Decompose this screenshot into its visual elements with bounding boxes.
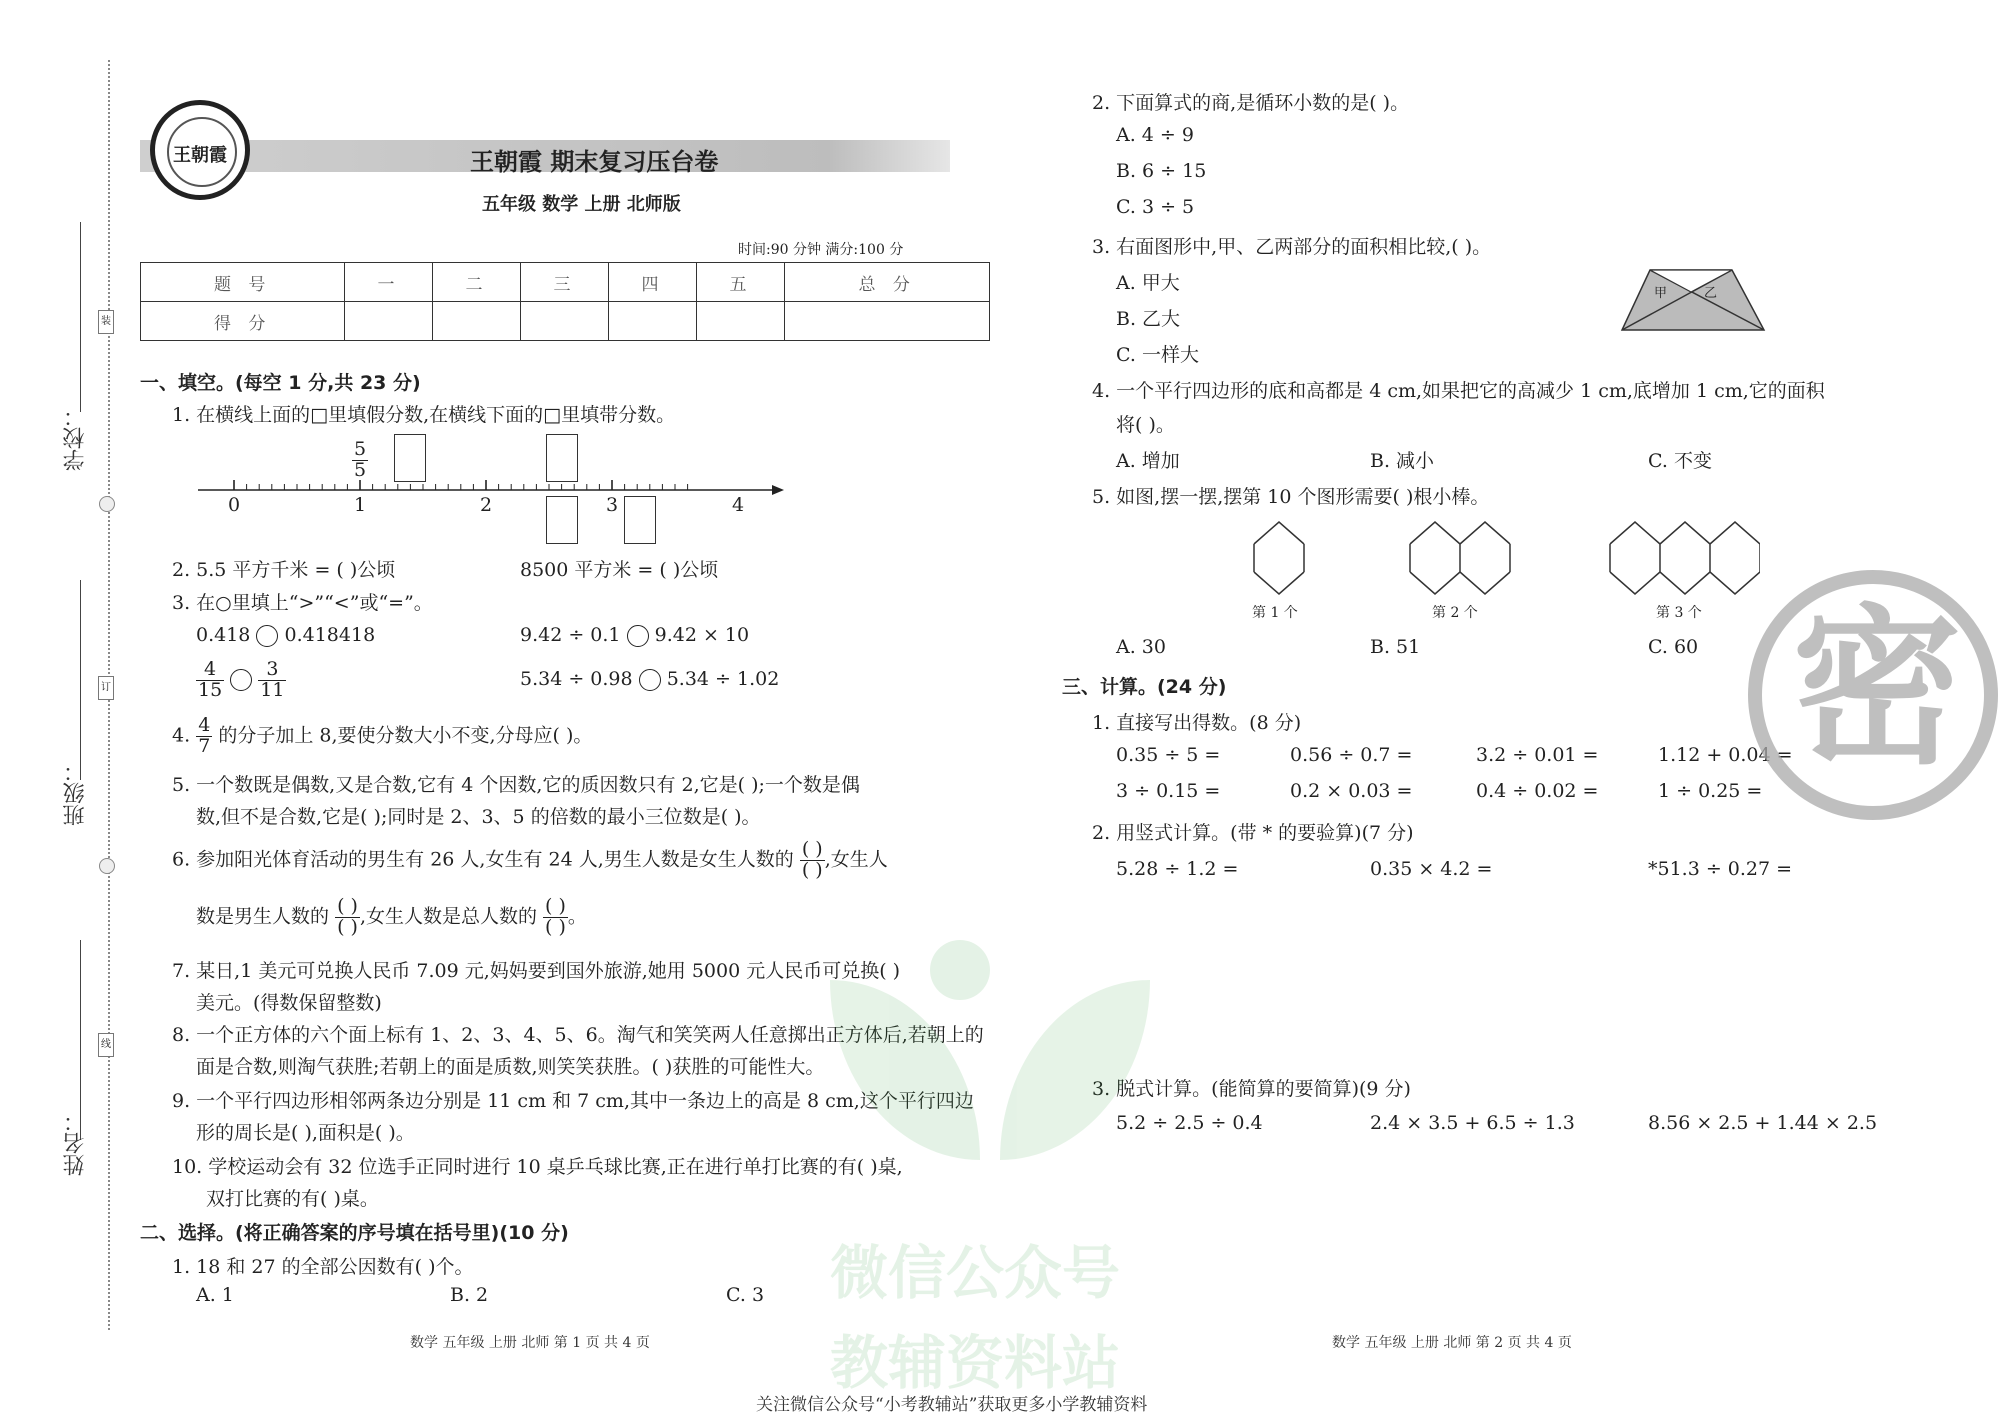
s3-q2: 2. 用竖式计算。(带 * 的要验算)(7 分) — [1092, 822, 1414, 844]
brand-seal-logo — [150, 100, 250, 200]
calc-item: 1 ÷ 0.25 = — [1658, 780, 1763, 802]
watermark-text: 微信公众号 — [830, 1239, 1121, 1307]
improper-fraction-box[interactable] — [546, 434, 578, 482]
s1-q5-line1: 5. 一个数既是偶数,又是合数,它有 4 个因数,它的质因数只有 2,它是( );一个数是偶 — [172, 774, 860, 796]
s2-q4-line2: 将( )。 — [1116, 414, 1175, 436]
s1-q8-line2: 面是合数,则淘气获胜;若朝上的面是质数,则笑笑获胜。( )获胜的可能性大。 — [196, 1056, 825, 1078]
s1-q2b: 8500 平方米 = ( )公顷 — [520, 559, 719, 581]
s1-q3: 3. 在○里填上“>”“<”或“=”。 — [172, 592, 433, 614]
option: B. 2 — [450, 1284, 489, 1306]
tick-label: 2 — [480, 494, 493, 516]
figure-label: 第 3 个 — [1656, 605, 1702, 621]
calc-item: 3.2 ÷ 0.01 = — [1476, 744, 1599, 766]
option: A. 甲大 — [1116, 272, 1180, 294]
calc-item: 0.2 × 0.03 = — [1290, 780, 1413, 802]
s2-q3: 3. 右面图形中,甲、乙两部分的面积相比较,( )。 — [1092, 236, 1492, 258]
school-line — [80, 222, 81, 412]
score-header: 题 号 — [141, 263, 345, 302]
option: C. 一样大 — [1116, 344, 1199, 366]
time-info: 时间:90 分钟 满分:100 分 — [738, 242, 904, 258]
exam-title: 王朝霞 期末复习压台卷 — [470, 148, 719, 176]
score-header: 三 — [521, 263, 609, 302]
calc-item: *51.3 ÷ 0.27 = — [1648, 858, 1793, 880]
s1-q7-line2: 美元。(得数保留整数) — [196, 992, 382, 1014]
option: C. 3 — [726, 1284, 765, 1306]
score-cell[interactable] — [521, 302, 609, 341]
s1-q3a: 0.418 0.418418 — [196, 624, 376, 646]
s1-q10-line1: 10. 学校运动会有 32 位选手正同时进行 10 桌乒乓球比赛,正在进行单打比赛的有( )桌, — [172, 1156, 903, 1178]
s1-q9-line2: 形的周长是( ),面积是( )。 — [196, 1122, 415, 1144]
score-table — [140, 262, 990, 341]
score-cell[interactable] — [609, 302, 697, 341]
school-label: 学校： — [63, 405, 88, 471]
score-cell[interactable] — [433, 302, 521, 341]
option: A. 增加 — [1116, 450, 1180, 472]
calc-item: 0.35 × 4.2 = — [1370, 858, 1493, 880]
calc-item: 0.56 ÷ 0.7 = — [1290, 744, 1413, 766]
class-label: 班级： — [63, 760, 88, 826]
s1-q7-line1: 7. 某日,1 美元可兑换人民币 7.09 元,妈妈要到国外旅游,她用 5000 元人民币可兑换( ) — [172, 960, 901, 982]
s1-q10-line2: 双打比赛的有( )桌。 — [206, 1188, 379, 1210]
score-header: 五 — [697, 263, 785, 302]
s1-q6-line1: 6. 参加阳光体育活动的男生有 26 人,女生有 24 人,男生人数是女生人数的 $\frac{( )}{( )}$ ,女生人 — [172, 838, 888, 881]
tick-label: 0 — [228, 494, 241, 516]
section1-title: 一、填空。(每空 1 分,共 23 分) — [140, 372, 421, 394]
binding-tag: 线 — [98, 1033, 114, 1057]
exam-subtitle: 五年级 数学 上册 北师版 — [482, 194, 681, 215]
score-cell[interactable] — [697, 302, 785, 341]
mixed-number-box[interactable] — [546, 496, 578, 544]
figure-label: 第 1 个 — [1252, 605, 1298, 621]
s2-q2: 2. 下面算式的商,是循环小数的是( )。 — [1092, 92, 1410, 114]
score-row-label: 得 分 — [141, 302, 345, 341]
option: C. 不变 — [1648, 450, 1712, 472]
s2-q4-line1: 4. 一个平行四边形的底和高都是 4 cm,如果把它的高减少 1 cm,底增加 1 cm,它的面积 — [1092, 380, 1825, 402]
s3-q3: 3. 脱式计算。(能简算的要简算)(9 分) — [1092, 1078, 1411, 1100]
confidential-seal: 密 — [1748, 570, 1998, 820]
trapezoid-figure — [1618, 264, 1768, 336]
s3-q1: 1. 直接写出得数。(8 分) — [1092, 712, 1302, 734]
s1-q9-line1: 9. 一个平行四边形相邻两条边分别是 11 cm 和 7 cm,其中一条边上的高是 8 cm,这个平行四边 — [172, 1090, 974, 1112]
score-header: 总 分 — [785, 263, 990, 302]
score-header: 一 — [345, 263, 433, 302]
tick-label: 1 — [354, 494, 367, 516]
tick-label: 3 — [606, 494, 619, 516]
s1-q5-line2: 数,但不是合数,它是( );同时是 2、3、5 的倍数的最小三位数是( )。 — [196, 806, 761, 828]
score-header: 二 — [433, 263, 521, 302]
hexagon-pattern-figure — [1250, 518, 1760, 598]
binding-tag: 装 — [98, 310, 114, 334]
s1-q3d: 5.34 ÷ 0.98 5.34 ÷ 1.02 — [520, 668, 780, 690]
option: A. 30 — [1116, 636, 1166, 658]
compare-circle[interactable] — [230, 669, 252, 691]
option: C. 60 — [1648, 636, 1699, 658]
s1-q4: 4. $\frac{4}{7}$ 的分子加上 8,要使分数大小不变,分母应( )。 — [172, 714, 593, 757]
binding-tag: 订 — [98, 676, 114, 700]
option: B. 减小 — [1370, 450, 1435, 472]
improper-fraction-box[interactable] — [394, 434, 426, 482]
numberline-fraction: $\frac{5}{5}$ — [354, 438, 367, 481]
option: B. 乙大 — [1116, 308, 1181, 330]
page-footer-left: 数学 五年级 上册 北师 第 1 页 共 4 页 — [410, 1335, 650, 1351]
score-cell[interactable] — [345, 302, 433, 341]
calc-item: 5.2 ÷ 2.5 ÷ 0.4 — [1116, 1112, 1263, 1134]
figure-label-yi: 乙 — [1704, 286, 1718, 301]
s2-q1: 1. 18 和 27 的全部公因数有( )个。 — [172, 1256, 474, 1278]
figure-label: 第 2 个 — [1432, 605, 1478, 621]
compare-circle[interactable] — [256, 625, 278, 647]
figure-label-jia: 甲 — [1654, 286, 1668, 301]
binding-hole — [99, 858, 115, 874]
mixed-number-box[interactable] — [624, 496, 656, 544]
calc-item: 0.35 ÷ 5 = — [1116, 744, 1221, 766]
brand-logo-text: 王朝霞 — [173, 145, 227, 166]
s1-q3b: 9.42 ÷ 0.1 9.42 × 10 — [520, 624, 750, 646]
calc-item: 8.56 × 2.5 + 1.44 × 2.5 — [1648, 1112, 1878, 1134]
option: A. 4 ÷ 9 — [1116, 124, 1194, 146]
section2-title: 二、选择。(将正确答案的序号填在括号里)(10 分) — [140, 1222, 569, 1244]
s1-q3c: $\frac{4}{15}$ $\frac{3}{11}$ — [198, 658, 285, 701]
compare-circle[interactable] — [627, 625, 649, 647]
option: B. 51 — [1370, 636, 1421, 658]
watermark-text: 教辅资料站 — [830, 1329, 1121, 1397]
calc-item: 2.4 × 3.5 + 6.5 ÷ 1.3 — [1370, 1112, 1575, 1134]
tick-label: 4 — [732, 494, 745, 516]
option: C. 3 ÷ 5 — [1116, 196, 1195, 218]
s1-q2a: 2. 5.5 平方千米 = ( )公顷 — [172, 559, 396, 581]
calc-item: 0.4 ÷ 0.02 = — [1476, 780, 1599, 802]
name-label: 姓名： — [63, 1110, 88, 1176]
class-line — [80, 580, 81, 780]
calc-item: 1.12 + 0.04 = — [1658, 744, 1793, 766]
section3-title: 三、计算。(24 分) — [1062, 676, 1227, 698]
watermark-leaf-logo — [830, 940, 1170, 1170]
s1-q8-line1: 8. 一个正方体的六个面上标有 1、2、3、4、5、6。淘气和笑笑两人任意掷出正方体后,若朝上的 — [172, 1024, 984, 1046]
binding-hole — [99, 496, 115, 512]
calc-item: 3 ÷ 0.15 = — [1116, 780, 1221, 802]
s1-q6-line2: 数是男生人数的 $\frac{( )}{( )}$ ,女生人数是总人数的 $\frac{( )}{( )}$ 。 — [196, 895, 587, 938]
page-footer-right: 数学 五年级 上册 北师 第 2 页 共 4 页 — [1332, 1335, 1572, 1351]
score-header: 四 — [609, 263, 697, 302]
compare-circle[interactable] — [639, 669, 661, 691]
bottom-notice: 关注微信公众号“小考教辅站”获取更多小学教辅资料 — [756, 1395, 1148, 1415]
s2-q5: 5. 如图,摆一摆,摆第 10 个图形需要( )根小棒。 — [1092, 486, 1490, 508]
calc-item: 5.28 ÷ 1.2 = — [1116, 858, 1239, 880]
option: A. 1 — [196, 1284, 234, 1306]
s1-q1: 1. 在横线上面的□里填假分数,在横线下面的□里填带分数。 — [172, 404, 676, 426]
option: B. 6 ÷ 15 — [1116, 160, 1207, 182]
score-cell[interactable] — [785, 302, 990, 341]
